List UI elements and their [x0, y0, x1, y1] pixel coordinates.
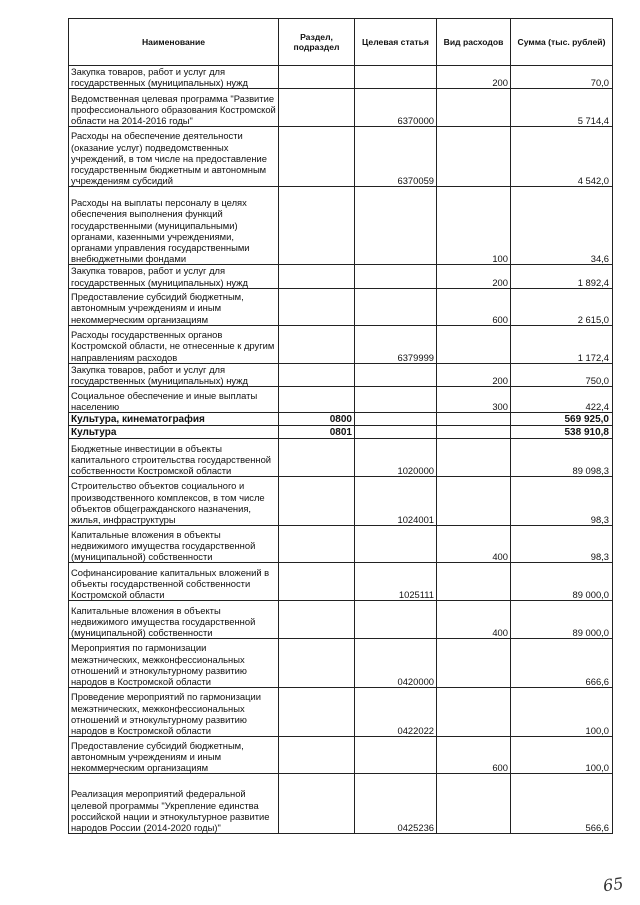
cell-name: Расходы на обеспечение деятельности (оказание услуг) подведомственных учреждений, в том числе на предоставление государственным бюджетным и автономным учреждениям субсидий: [69, 127, 279, 187]
cell-section: [279, 601, 355, 639]
cell-type: 600: [437, 288, 511, 325]
cell-target: [355, 737, 437, 774]
cell-type: [437, 89, 511, 127]
cell-section: [279, 265, 355, 288]
table-row-total: [69, 426, 613, 439]
cell-section: [279, 127, 355, 187]
cell-target: [355, 187, 437, 265]
table-row: [69, 363, 613, 386]
cell-target: 0422022: [355, 688, 437, 737]
cell-type: [437, 127, 511, 187]
header-section: Раздел, подраздел: [279, 19, 355, 66]
cell-amount: 98,3: [511, 526, 613, 563]
cell-section: [279, 688, 355, 737]
page-number: 65: [601, 873, 625, 896]
header-amount: Сумма (тыс. рублей): [511, 19, 613, 66]
cell-name: Ведомственная целевая программа "Развитие профессионального образования Костромской области на 2014-2016 годы": [69, 89, 279, 127]
cell-target: 0425236: [355, 774, 437, 834]
cell-amount: 5 714,4: [511, 89, 613, 127]
cell-type: [437, 426, 511, 439]
cell-target: [355, 426, 437, 439]
table-header-row: [69, 19, 613, 66]
cell-amount: 89 000,0: [511, 601, 613, 639]
cell-name: Реализация мероприятий федеральной целевой программы "Укрепление единства российской нации и этнокультурное развитие народов России (2014-2020 годы)": [69, 774, 279, 834]
cell-section: [279, 639, 355, 688]
cell-amount: 100,0: [511, 688, 613, 737]
cell-name: Мероприятия по гармонизации межэтнических, межконфессиональных отношений и этнокультурному развитию народов в Костромской области: [69, 639, 279, 688]
budget-table: [68, 18, 613, 834]
cell-target: 1025111: [355, 563, 437, 601]
cell-name: Расходы государственных органов Костромской области, не отнесенные к другим направлениям расходов: [69, 325, 279, 363]
header-target: Целевая статья: [355, 19, 437, 66]
cell-amount: 89 000,0: [511, 563, 613, 601]
table-row: [69, 387, 613, 413]
cell-section: 0800: [279, 413, 355, 426]
cell-type: 200: [437, 265, 511, 288]
cell-type: 600: [437, 737, 511, 774]
cell-type: [437, 325, 511, 363]
table-row: [69, 187, 613, 265]
table-row: [69, 737, 613, 774]
cell-target: [355, 601, 437, 639]
cell-section: [279, 439, 355, 477]
cell-amount: 4 542,0: [511, 127, 613, 187]
cell-name: Предоставление субсидий бюджетным, автономным учреждениям и иным некоммерческим организациям: [69, 288, 279, 325]
cell-type: 100: [437, 187, 511, 265]
cell-name: Закупка товаров, работ и услуг для государственных (муниципальных) нужд: [69, 363, 279, 386]
cell-amount: 1 892,4: [511, 265, 613, 288]
table-row: [69, 774, 613, 834]
cell-amount: 569 925,0: [511, 413, 613, 426]
cell-target: 1024001: [355, 477, 437, 526]
table-row: [69, 639, 613, 688]
cell-type: [437, 413, 511, 426]
cell-section: [279, 774, 355, 834]
cell-name: Закупка товаров, работ и услуг для государственных (муниципальных) нужд: [69, 66, 279, 89]
cell-target: [355, 265, 437, 288]
cell-name: Софинансирование капитальных вложений в объекты государственной собственности Костромской области: [69, 563, 279, 601]
cell-amount: 422,4: [511, 387, 613, 413]
cell-target: 6370000: [355, 89, 437, 127]
cell-amount: 750,0: [511, 363, 613, 386]
cell-amount: 1 172,4: [511, 325, 613, 363]
cell-type: 300: [437, 387, 511, 413]
cell-section: [279, 387, 355, 413]
cell-amount: 538 910,8: [511, 426, 613, 439]
table-row: [69, 325, 613, 363]
cell-type: 200: [437, 363, 511, 386]
cell-target: [355, 387, 437, 413]
cell-type: [437, 774, 511, 834]
table-row: [69, 563, 613, 601]
cell-amount: 2 615,0: [511, 288, 613, 325]
cell-type: 400: [437, 526, 511, 563]
cell-section: [279, 89, 355, 127]
cell-section: [279, 66, 355, 89]
cell-section: [279, 325, 355, 363]
table-row: [69, 288, 613, 325]
cell-name: Строительство объектов социального и производственного комплексов, в том числе объектов общегражданского назначения, жилья, инфраструктуры: [69, 477, 279, 526]
cell-target: [355, 363, 437, 386]
table-row: [69, 477, 613, 526]
cell-section: [279, 526, 355, 563]
cell-target: [355, 288, 437, 325]
cell-type: [437, 563, 511, 601]
cell-name: Культура, кинематография: [69, 413, 279, 426]
table-row: [69, 439, 613, 477]
cell-name: Культура: [69, 426, 279, 439]
table-row-total: [69, 413, 613, 426]
table-body: [69, 66, 613, 834]
cell-section: [279, 288, 355, 325]
cell-name: Капитальные вложения в объекты недвижимого имущества государственной (муниципальной) собственности: [69, 526, 279, 563]
cell-section: [279, 187, 355, 265]
cell-target: 0420000: [355, 639, 437, 688]
table-row: [69, 265, 613, 288]
table-row: [69, 66, 613, 89]
cell-type: 400: [437, 601, 511, 639]
cell-name: Капитальные вложения в объекты недвижимого имущества государственной (муниципальной) собственности: [69, 601, 279, 639]
table-row: [69, 601, 613, 639]
cell-type: [437, 639, 511, 688]
cell-target: 6379999: [355, 325, 437, 363]
header-name: Наименование: [69, 19, 279, 66]
cell-name: Предоставление субсидий бюджетным, автономным учреждениям и иным некоммерческим организациям: [69, 737, 279, 774]
cell-amount: 566,6: [511, 774, 613, 834]
cell-target: [355, 526, 437, 563]
cell-name: Расходы на выплаты персоналу в целях обеспечения выполнения функций государственными (муниципальными) органами, казенными учреждениями, органами управления государственными внебюджетными фондами: [69, 187, 279, 265]
cell-type: [437, 688, 511, 737]
cell-type: [437, 477, 511, 526]
cell-section: [279, 737, 355, 774]
cell-name: Проведение мероприятий по гармонизации межэтнических, межконфессиональных отношений и этнокультурному развитию народов в Костромской области: [69, 688, 279, 737]
cell-name: Социальное обеспечение и иные выплаты населению: [69, 387, 279, 413]
cell-target: [355, 66, 437, 89]
cell-target: 1020000: [355, 439, 437, 477]
cell-amount: 70,0: [511, 66, 613, 89]
cell-section: 0801: [279, 426, 355, 439]
cell-section: [279, 563, 355, 601]
cell-amount: 98,3: [511, 477, 613, 526]
table-row: [69, 526, 613, 563]
cell-amount: 100,0: [511, 737, 613, 774]
cell-target: 6370059: [355, 127, 437, 187]
cell-type: [437, 439, 511, 477]
cell-amount: 89 098,3: [511, 439, 613, 477]
cell-amount: 34,6: [511, 187, 613, 265]
cell-type: 200: [437, 66, 511, 89]
cell-target: [355, 413, 437, 426]
cell-name: Бюджетные инвестиции в объекты капитального строительства государственной собственности Костромской области: [69, 439, 279, 477]
cell-section: [279, 477, 355, 526]
cell-name: Закупка товаров, работ и услуг для государственных (муниципальных) нужд: [69, 265, 279, 288]
cell-amount: 666,6: [511, 639, 613, 688]
table-row: [69, 688, 613, 737]
table-row: [69, 127, 613, 187]
budget-sheet: [68, 18, 612, 834]
cell-section: [279, 363, 355, 386]
header-type: Вид расходов: [437, 19, 511, 66]
table-row: [69, 89, 613, 127]
